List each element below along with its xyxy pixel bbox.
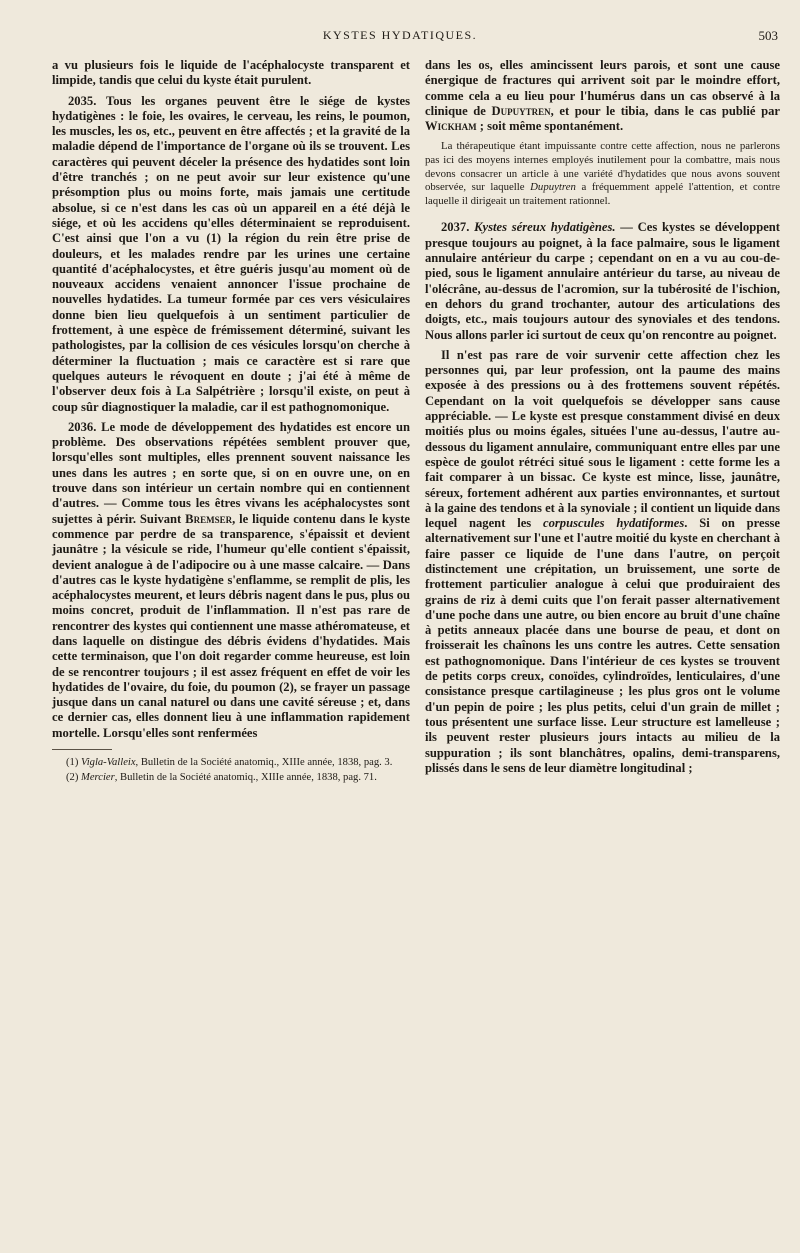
paragraph-2037-number: 2037.: [441, 220, 475, 235]
paragraph-2036-part-b: , le liquide contenu dans le kyste commence par perdre de sa transparence, s'épaissit et devient jaunâtre ; la vésicule se ride, l'humeur qu'elle contient s'épaissit, devient analogue à de l'adipocire ou à une masse calcaire. — Dans d'autres cas le kyste hydatigène s'enflamme, se remplit de plis, les acéphalocystes meurent, et leurs débris nagent dans le pus, plus ou moins concret, produit de l'inflammation. Il n'est pas rare de rencontrer des kystes qui contiennent une masse athéromateuse, et dans laquelle on distingue des débris évidens d'hydatides. Mais cette terminaison, que l'on doit regarder comme heureuse, est loin de se rencontrer toujours ; il est assez fréquent en effet de voir les hydatides de l'ovaire, du foie, du poumon (2), se frayer un passage jusque dans un canal naturel ou dans une cavité séreuse ; et, dans ce dernier cas, elles donnent lieu à une inflammation rapidement mortelle. Lorsqu'elles sont renfermées: [52, 511, 410, 740]
paragraph-2035: 2035. Tous les organes peuvent être le siége de kystes hydatigènes : le foie, les ovaires, le cerveau, les reins, le poumon, les muscles, les os, etc., peuvent en être affectés ; et la gravité de la maladie dépend de l'importance de l'organe où ils se trouvent. Les caractères qui peuvent déceler la présence des hydatides sont loin d'être tranchés ; on ne peut avoir sur leur existence qu'une présomption plus ou moins forte, mais jamais une certitude absolue, si ce n'est dans les cas où un appareil en a été déjà le siége, et où les accidens qu'elles déterminaient se reproduisent. C'est ainsi que l'on a vu (1) la région du rein être prise de douleurs, et les malades rendre par les urines une certaine quantité d'acéphalocystes, et être guéris jusqu'au moment où de nouveaux accidens venaient annoncer l'issue prochaine de nouvelles hydatides. La tumeur formée par ces vers vésiculaires donne bien lieu quelquefois à un sentiment particulier de frottement, à une espèce de frémissement déterminé, suivant les pathologistes, par la collision de ces vésicules lorsqu'on cherche à déterminer la fluctuation ; mais ce caractère est si rare que quelques auteurs le révoquent en doute ; j'ai été à même de l'observer deux fois à La Salpétrière ; lorsqu'il existe, on peut à coup sûr diagnostiquer la maladie, car il est pathognomonique.: [52, 93, 410, 414]
paragraph-2037-text: — Ces kystes se développent presque toujours au poignet, à la face palmaire, sous le ligament annulaire antérieur du carpe ; cependant on en a vu au cou-de-pied, sous le ligament annulaire antérieur du tarse, au niveau de l'olécrâne, au-dessus de l'acromion, sur la tubérosité de l'ischion, en dehors du grand trochanter, autour des articulations des doigts, etc., mais toujours autour des synoviales et des tendons. Nous allons parler ici surtout de ceux qu'on rencontre au poignet.: [425, 220, 780, 342]
footnote-divider: [52, 749, 112, 750]
author-name-dupuytren: Dupuytren: [491, 103, 551, 118]
small-note-part-b: a fréquemment appelé l'attention, et contre laquelle il dirigeait un traitement rationnel.: [425, 181, 780, 207]
paragraph-continuation: a vu plusieurs fois le liquide de l'acéphalocyste transparent et limpide, tandis que celui du kyste était purulent.: [52, 58, 410, 88]
small-note-part-a: La thérapeutique étant impuissante contre cette affection, nous ne parlerons pas ici des moyens internes employés inutilement pour la combattre, mais nous devons consacrer un article à une variété d'hydatides que nous avons souvent observée, sur laquelle: [425, 140, 780, 194]
footnote-1-author: Vigla-Valleix: [81, 757, 136, 769]
paragraph-description: [425, 348, 780, 776]
paragraph-right-part-a: dans les os, elles amincissent leurs parois, et sont une cause énergique de fractures qui arrivent soit par le moindre effort, comme cela a eu lieu pour l'humérus dans un cas observé à la clinique de: [425, 58, 780, 118]
footnote-2-number: (2): [66, 772, 82, 784]
footnote-1-text: , Bulletin de la Société anatomiq., XIIIe année, 1838, pag. 3.: [135, 757, 393, 769]
paragraph-continuation-right: [425, 58, 780, 134]
paragraph-2037: [425, 220, 780, 342]
author-name-bremser: Bremser: [185, 511, 233, 526]
author-name-wickham: Wickham: [425, 119, 477, 134]
page-number: 503: [758, 28, 778, 43]
paragraph-right-part-b: , et pour le tibia, dans le cas publié par: [550, 103, 780, 118]
small-note-author: Dupuytren: [530, 181, 576, 194]
footnote-2-author: Mercier: [81, 772, 115, 784]
small-print-note: [425, 140, 780, 208]
paragraph-description-part-a: Il n'est pas rare de voir survenir cette affection chez les personnes qui, par leur profession, ont la paume des mains exposée à des pressions ou à des frottemens souvent répétés. Cependant on la voit quelquefois se développer sans cause appréciable. — Le kyste est presque constamment divisé en deux moitiés plus ou moins égales, situées l'une au-dessus, l'autre au-dessous du ligament annulaire, communiquant entre elles par une espèce de goulot rétréci situé sous le ligament : cette forme les a fait comparer à un bissac. Ce kyste est mince, lisse, jaunâtre, séreux, fortement adhérent aux parties environnantes, et surtout à la gaine des tendons et à la synoviale ; il contient un liquide dans lequel nagent les: [425, 347, 780, 531]
page-header: [0, 28, 800, 52]
paragraph-right-part-c: ; soit même spontanément.: [476, 119, 624, 134]
paragraph-2036: [52, 420, 410, 741]
footnote-2-text: , Bulletin de la Société anatomiq., XIIIe année, 1838, pag. 71.: [114, 772, 377, 784]
footnote-2: [52, 771, 410, 784]
paragraph-2036-part-a: 2036. Le mode de développement des hydatides est encore un problème. Des observations répétées semblent prouver que, lorsqu'elles sont multiples, elles prennent souvent naissance les unes dans les autres ; en sorte que, si on en ouvre une, on en trouve dans son intérieur un certain nombre qui en contiennent d'autres. — Comme tous les êtres vivans les acéphalocystes sont sujettes à périr. Suivant: [52, 419, 410, 526]
term-corpuscules: corpuscules hydatiformes: [543, 516, 685, 531]
footnote-1: [52, 756, 410, 769]
paragraph-description-part-b: . Si on presse alternativement sur l'une et l'autre moitié du kyste en cherchant à faire passer ce liquide de l'une dans l'autre, on perçoit distinctement une crépitation, un bruissement, une sorte de frottement particulier analogue à celui que produiraient des grains de riz à demi cuits que l'on ferait passer alternativement d'une poche dans une autre, ou bien encore au bruit d'une chaîne à petits anneaux placée dans une bourse de peau, et dont on froisserait les chaînons les uns contre les autres. Cette sensation est pathognomonique. Dans l'intérieur de ces kystes se trouvent de petits corps creux, conoïdes, cylindroïdes, lenticulaires, d'une consistance presque cartilagineuse ; les plus gros ont le volume d'un pepin de poire ; les plus petits, celui d'un grain de millet ; tous présentent une surface lisse. Leur structure est lamelleuse ; ils peuvent rester plusieurs jours intacts au milieu de la suppuration ; ils sont blanchâtres, opalins, demi-transparens, plissés dans le sens de leur diamètre longitudinal ;: [425, 516, 780, 775]
section-title-kystes-sereux: Kystes séreux hydatigènes.: [474, 220, 616, 235]
footnote-1-number: (1): [66, 757, 82, 769]
right-column: [425, 58, 780, 781]
left-column: [52, 58, 410, 787]
running-title: KYSTES HYDATIQUES.: [322, 28, 478, 42]
